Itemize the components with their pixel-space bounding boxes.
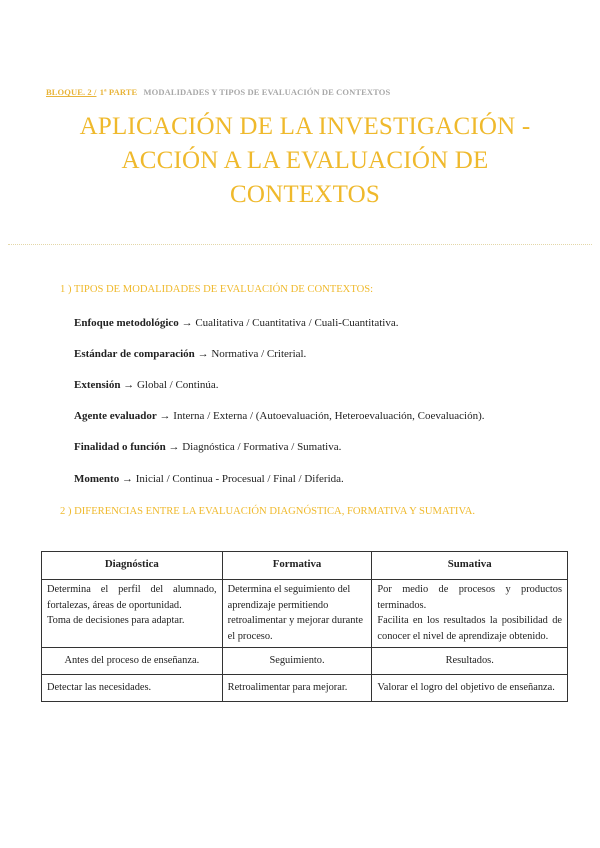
item-text: → Interna / Externa / (Autoevaluación, Heteroevaluación, Coevaluación). (156, 410, 485, 422)
page-title-line-2: ACCIÓN A LA EVALUACIÓN DE (121, 147, 489, 174)
table-row (42, 580, 568, 648)
column-header-sumativa: Sumativa (372, 552, 568, 580)
cell-text: Facilita en los resultados la posibilidad de conocer el nivel de aprendizaje obtenido. (377, 615, 562, 642)
item-label: Agente evaluador (74, 410, 157, 422)
column-header-formativa: Formativa (222, 552, 372, 580)
list-item-momento (74, 473, 344, 485)
divider (8, 244, 592, 245)
section-2-heading: 2 ) DIFERENCIAS ENTRE LA EVALUACIÓN DIAGNÓSTICA, FORMATIVA Y SUMATIVA. (60, 506, 476, 517)
item-text: → Inicial / Continua - Procesual / Final / Diferida. (119, 473, 344, 485)
table-header-row (42, 552, 568, 580)
breadcrumb-bloque: BLOQUE. 2 / (46, 87, 97, 97)
list-item-estandar (74, 348, 306, 360)
cell-text: Toma de decisiones para adaptar. (47, 615, 185, 626)
column-header-diagnostica: Diagnóstica (42, 552, 223, 580)
item-text: → Diagnóstica / Formativa / Sumativa. (165, 441, 342, 453)
cell-text: Determina el perfil del alumnado, fortalezas, áreas de oportunidad. (47, 584, 217, 611)
item-text: → Normativa / Criterial. (194, 348, 307, 360)
item-label: Enfoque metodológico (74, 317, 179, 329)
table-cell: Seguimiento. (222, 648, 372, 675)
table-cell (42, 580, 223, 648)
table-cell (372, 580, 568, 648)
table-cell: Antes del proceso de enseñanza. (42, 648, 223, 675)
page-title-line-1: APLICACIÓN DE LA INVESTIGACIÓN - (79, 113, 531, 140)
list-item-agente (74, 410, 485, 422)
table-row (42, 674, 568, 702)
item-label: Extensión (74, 379, 121, 391)
page-title-line-3: CONTEXTOS (230, 181, 380, 208)
comparison-table (41, 551, 568, 702)
cell-text: Por medio de procesos y productos terminados. (377, 584, 562, 611)
cell-text: Determina el seguimiento del aprendizaje permitiendo retroalimentar y mejorar durante el proceso. (227, 584, 363, 642)
item-label: Momento (74, 473, 120, 485)
table-cell: Valorar el logro del objetivo de enseñanza. (372, 674, 568, 702)
list-item-enfoque (74, 317, 398, 329)
list-item-finalidad (74, 441, 341, 453)
table-cell (222, 580, 372, 648)
section-1-heading: 1 ) TIPOS DE MODALIDADES DE EVALUACIÓN DE CONTEXTOS: (60, 284, 374, 295)
list-item-extension (74, 379, 219, 391)
item-label: Estándar de comparación (74, 348, 195, 360)
table-cell: Detectar las necesidades. (42, 674, 223, 702)
item-text: → Cualitativa / Cuantitativa / Cuali-Cuantitativa. (178, 317, 399, 329)
page-title (40, 110, 570, 212)
breadcrumb (46, 87, 390, 97)
breadcrumb-parte: 1ª PARTE (99, 87, 138, 97)
table-cell: Retroalimentar para mejorar. (222, 674, 372, 702)
breadcrumb-subtitle: MODALIDADES Y TIPOS DE EVALUACIÓN DE CONTEXTOS (143, 87, 391, 97)
table-cell: Resultados. (372, 648, 568, 675)
table-row (42, 648, 568, 675)
item-label: Finalidad o función (74, 441, 166, 453)
item-text: → Global / Continúa. (120, 379, 219, 391)
